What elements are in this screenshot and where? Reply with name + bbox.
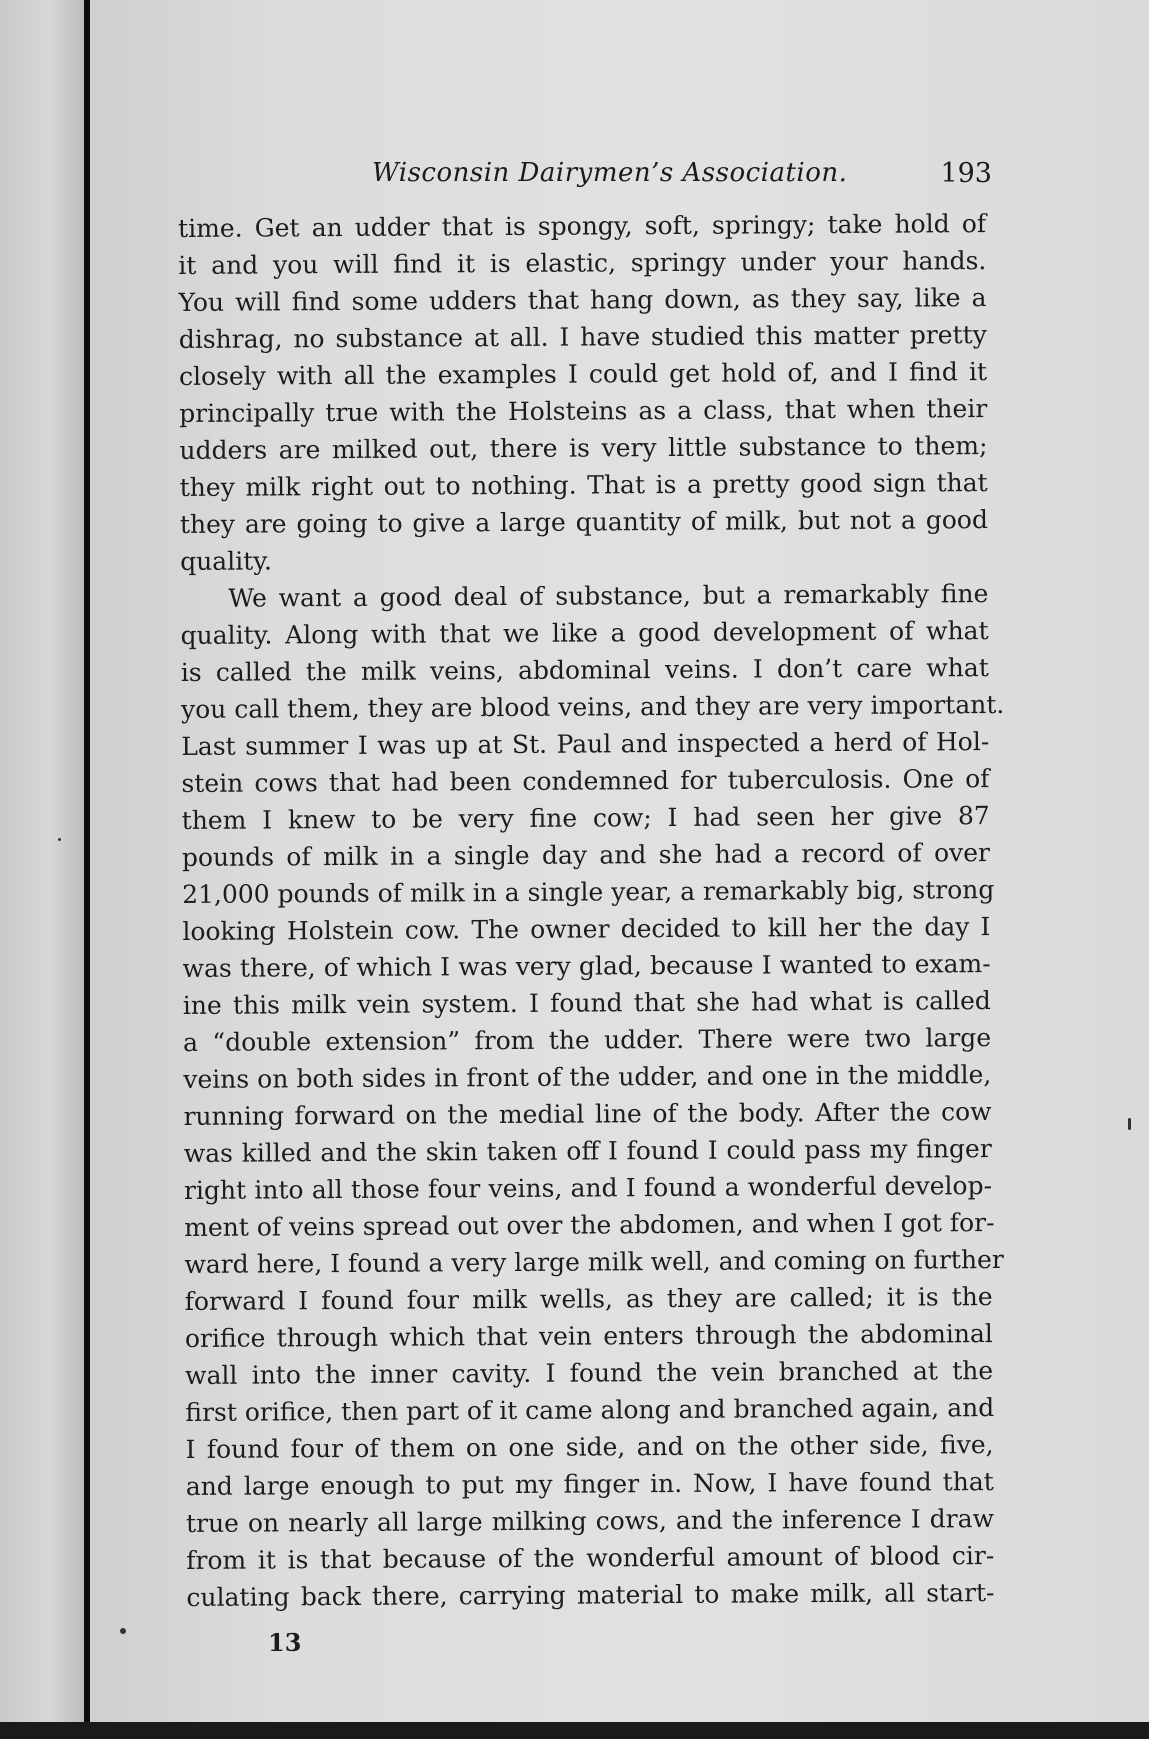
text-line: running forward on the medial line of the body. After the cow	[183, 1097, 992, 1131]
page-bottom-edge	[0, 1722, 1149, 1739]
scan-speck	[1128, 1118, 1131, 1130]
text-line: it and you will find it is elastic, springy under your hands.	[178, 246, 987, 280]
text-line: time. Get an udder that is spongy, soft, springy; take hold of	[178, 209, 987, 243]
text-line: quality. Along with that we like a good development of what	[180, 616, 989, 650]
scan-speck	[58, 838, 61, 841]
text-line: closely with all the examples I could get hold of, and I find it	[178, 357, 988, 391]
text-line: they are going to give a large quantity of milk, but not a good	[179, 505, 988, 539]
text-line: 21,000 pounds of milk in a single year, a remarkably big, strong	[182, 875, 995, 909]
paragraph-1	[178, 205, 988, 580]
text-line: forward I found four milk wells, as they are called; it is the	[184, 1282, 993, 1316]
text-line: We want a good deal of substance, but a remarkably fine	[228, 579, 989, 613]
text-line: udders are milked out, there is very little substance to them;	[179, 431, 988, 465]
text-line: ward here, I found a very large milk well, and coming on further	[184, 1244, 1004, 1279]
running-head	[372, 158, 992, 198]
body-text	[178, 205, 1005, 1616]
text-line: true on nearly all large milking cows, and the inference I draw	[185, 1504, 995, 1538]
text-line: they milk right out to nothing. That is a pretty good sign that	[179, 468, 988, 502]
text-line: a “double extension” from the udder. There were two large	[182, 1023, 992, 1057]
text-line: was killed and the skin taken off I found I could pass my finger	[183, 1134, 992, 1168]
text-line: culating back there, carrying material to make milk, all start-	[186, 1578, 995, 1612]
text-line: wall into the inner cavity. I found the vein branched at the	[185, 1356, 994, 1390]
text-line: them I knew to be very fine cow; I had seen her give 87	[181, 801, 990, 835]
text-line: I found four of them on one side, and on the other side, five,	[185, 1430, 994, 1464]
running-title: Wisconsin Dairymen’s Association.	[372, 158, 848, 188]
text-line: you call them, they are blood veins, and they are very important.	[180, 689, 1005, 724]
text-line: and large enough to put my finger in. Now, I have found that	[185, 1467, 994, 1501]
facing-page-margin	[0, 0, 84, 1739]
text-line: looking Holstein cow. The owner decided to kill her the day I	[182, 912, 991, 946]
text-line: was there, of which I was very glad, because I wanted to exam-	[182, 949, 991, 983]
paragraph-2	[180, 575, 1005, 1616]
text-line: principally true with the Holsteins as a class, that when their	[179, 394, 988, 428]
scan-speck	[120, 1628, 126, 1634]
text-line: veins on both sides in front of the udder, and one in the middle,	[183, 1060, 992, 1094]
text-line: first orifice, then part of it came along and branched again, and	[185, 1393, 995, 1427]
page-number: 193	[940, 158, 992, 189]
signature-mark: 13	[268, 1628, 302, 1657]
text-line: ment of veins spread out over the abdomen, and when I got for-	[184, 1208, 995, 1242]
text-line: pounds of milk in a single day and she had a record of over	[181, 838, 991, 872]
text-line: dishrag, no substance at all. I have studied this matter pretty	[178, 320, 987, 354]
text-line: from it is that because of the wonderful amount of blood cir-	[186, 1541, 995, 1575]
text-line: is called the milk veins, abdominal veins. I don’t care what	[180, 653, 989, 687]
text-line: orifice through which that vein enters through the abdominal	[184, 1319, 993, 1353]
text-line: ine this milk vein system. I found that she had what is called	[182, 986, 991, 1020]
text-line: quality.	[180, 546, 273, 576]
text-line: stein cows that had been condemned for tuberculosis. One of	[181, 764, 990, 798]
text-line: right into all those four veins, and I found a wonderful develop-	[183, 1171, 993, 1205]
text-line: Last summer I was up at St. Paul and inspected a herd of Hol-	[181, 727, 990, 761]
text-line: You will find some udders that hang down, as they say, like a	[178, 283, 987, 317]
